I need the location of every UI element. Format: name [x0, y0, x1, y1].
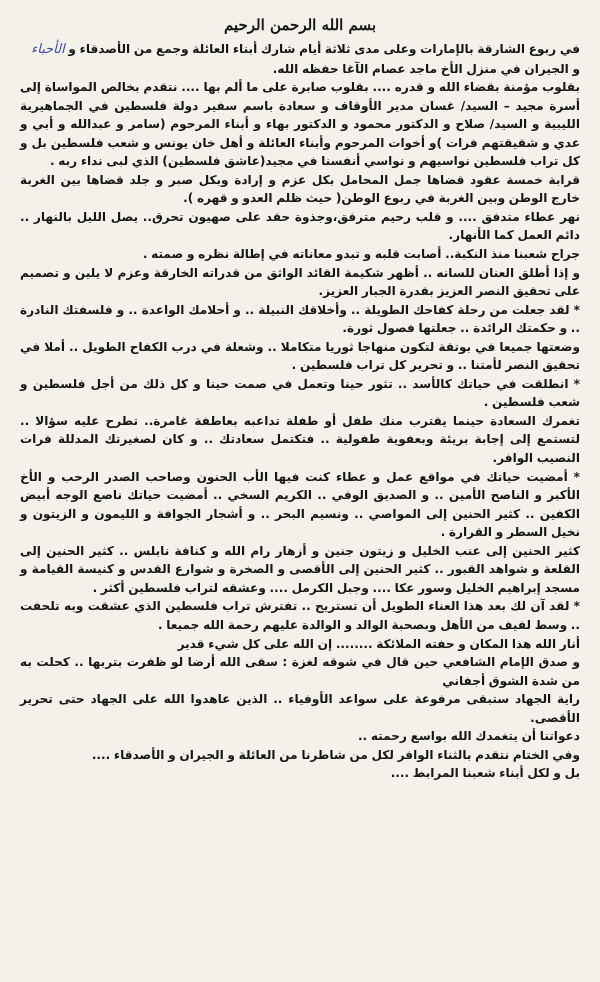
page-title: بسم الله الرحمن الرحيم — [223, 16, 377, 34]
paragraph: بل و لكل أبناء شعبنا المرابط .... — [390, 766, 580, 781]
paragraph: جراح شعبنا منذ النكبة.. أصابت قلبه و تبدو معاناته في إطالة نظره و صمته . — [142, 247, 580, 262]
paragraph: أنار الله هذا المكان و حفته الملائكة ........ إن الله على كل شيء قدير — [177, 636, 580, 651]
paragraph: قرابة خمسة عقود قضاها جمل المحامل بكل عزم و إرادة وبكل صبر و جلد قضاها بين الغربة خارج الوطن وبين الغربة في ربوع الوطن( حيث ظلم العدو و قهره ). — [20, 172, 580, 206]
paragraph: * لقد آن لك بعد هذا العناء الطويل أن تستريح .. تفترش تراب فلسطين الذي عشقت وبه تلحفت .. وسط لفيف من الأهل وبصحبة الوالد و الوالدة عليهم رحمة الله جميعا . — [20, 599, 580, 632]
handwritten-note: الأحباء — [31, 42, 65, 57]
paragraph-opening-text: في ربوع الشارقة بالإمارات وعلى مدى ثلاثة أيام شارك أبناء العائلة وجمع من الأصدقاء و — [68, 42, 580, 56]
paragraph: بقلوب مؤمنة بقضاء الله و قدره .... بقلوب صابرة على ما ألم بها .... نتقدم بخالص المواساة إلى أسرة مجيد – السيد/ غسان مدير الأوقاف و سعادة باسم سفير دولة فلسطين في الجماهيرية الليبية و السيد/ صلاح و الدكتور محمود و الدكتور بهاء و أبناء المرحوم (سامر و عبدالله و أبي و عدي و شقيقتهم فرات )و أخوات المرحوم وأبناء العائلة و أهل خان يونس و شعب فلسطين بل و كل تراب فلسطين نواسيهم و نواسي أنفسنا في مجيد(عاشق فلسطين) الذي لبى نداء ربه . — [20, 80, 580, 169]
paragraph: و الجيران في منزل الأخ ماجد عصام الآغا حفظه الله. — [272, 61, 580, 76]
paragraph: وفي الختام نتقدم بالثناء الوافر لكل من شاطرنا من العائلة و الجيران و الأصدقاء .... — [91, 747, 580, 762]
letter-body — [20, 40, 580, 783]
paragraph: كثير الحنين إلى عنب الخليل و زيتون جنين و أزهار رام الله و كنافة نابلس .. كثير الحنين إلى القلعة و شواهد القبور .. كثير الحنين إلى الأقصى و الصخرة و شوارع القدس و كنيسة القيامة و مسجد إبراهيم الخليل وسور عكا .... وجبل الكرمل .... وعشقه لتراب فلسطين أكثر . — [20, 543, 580, 595]
paragraph: راية الجهاد ستبقى مرفوعة على سواعد الأوفياء .. الذين عاهدوا الله على الجهاد حتى تحرير الأقصى. — [20, 692, 580, 725]
paragraph: * أمضيت حياتك في مواقع عمل و عطاء كنت فيها الأب الحنون وصاحب الصدر الرحب و الأخ الأكبر و الناصح الأمين .. و الصديق الوفي .. الكريم السخي .. أمضيت حياتك ناصع الوجه أبيض الكفين .. كثير الحنين إلى المواصي .. ونسيم البحر .. و أشجار الجوافة و الليمون و الزيتون و نخيل السطر و القرارة . — [20, 469, 580, 540]
paragraph: و صدق الإمام الشافعي حين قال في شوقه لغزة : سقى الله أرضا لو ظفرت بتربها .. كحلت به من شدة الشوق أجفاني — [20, 655, 580, 688]
paragraph: نهر عطاء متدفق .... و قلب رحيم مترفق،وجذوة حقد على صهيون تحرق.. يصل الليل بالنهار .. دائم العمل كما الأنهار. — [20, 209, 580, 243]
paragraph-opening — [20, 40, 580, 60]
paragraph: دعواتنا أن يتغمدك الله بواسع رحمته .. — [357, 729, 580, 744]
paragraph: * انطلقت في حياتك كالأسد .. تثور حينا وتعمل في صمت حينا و كل ذلك من أجل فلسطين و شعب فلسطين . — [20, 376, 580, 410]
paragraph: * لقد جعلت من رحلة كفاحك الطويلة .. وأخلاقك النبيلة .. و أحلامك الواعدة .. و فلسفتك النادرة .. و حكمتك الرائدة .. جعلتها فصول ثورة. — [20, 302, 580, 336]
paragraph: وضعتها جميعا في بوتقة لتكون منهاجا ثوريا متكاملا .. وشعلة في درب الكفاح الطويل .. أملا في تحقيق النصر لأمتنا .. و تحرير كل تراب فلسطين . — [20, 339, 580, 373]
paragraph: تغمرك السعادة حينما يقترب منك طفل أو طفلة تداعبه بعاطفة غامرة.. تطرح عليه سؤالا .. لتستمع إلى إجابة بريئة وبعفوية طفولية .. فتكتمل سعادتك .. و كان لصغيرتك المدللة فرات النصيب الوافر. — [20, 413, 580, 466]
paragraph: و إذا أطلق العنان للسانه .. أظهر شكيمة القائد الواثق من قدراته الخارقة وعزم لا يلين و تصميم على تحقيق النصر العزيز بقدرة الجبار العزيز. — [20, 265, 580, 299]
